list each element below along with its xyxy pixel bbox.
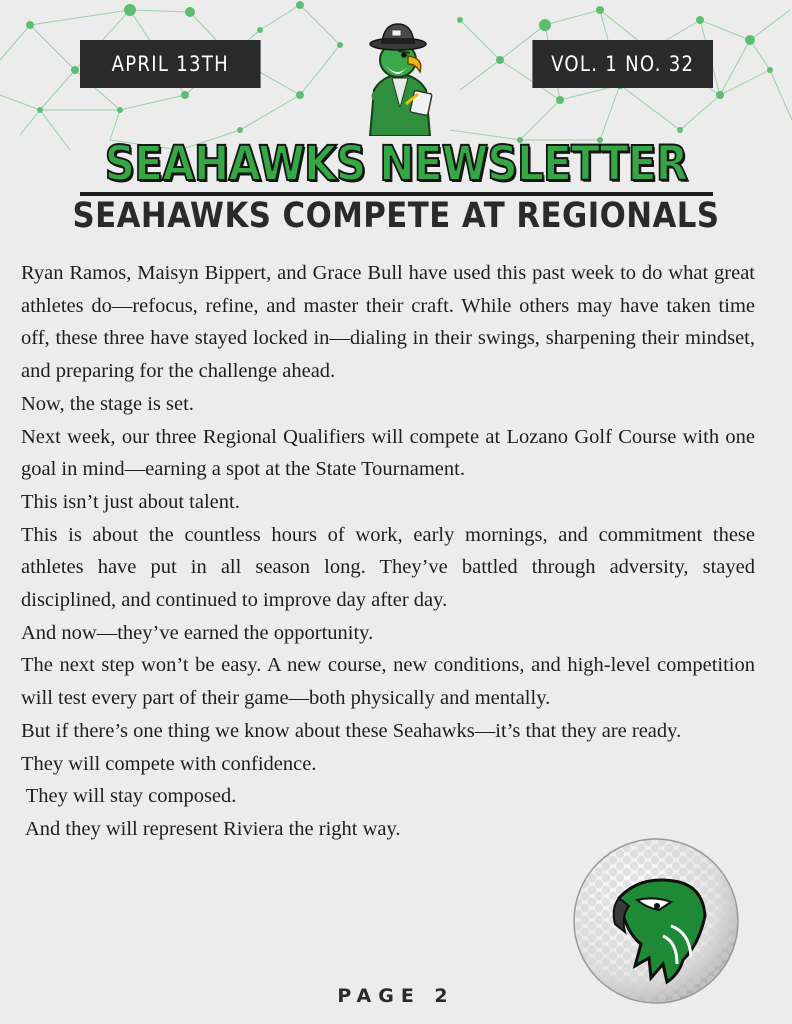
article-paragraph: This isn’t just about talent. xyxy=(21,490,240,513)
article-paragraph: Ryan Ramos, Maisyn Bippert, and Grace Bull have used this past week to do what great athletes do—refocus, refine, and master their craft. While others may have taken time off, these three have stayed locked in—dialing in their swings, sharpening their mindset, and preparing for the challenge ahead. xyxy=(21,262,755,383)
newsletter-title: SEAHAWKS NEWSLETTER xyxy=(104,136,688,192)
golf-ball-seahawk-logo-icon xyxy=(571,836,741,1006)
hawk-reporter-mascot-icon xyxy=(352,18,448,136)
issue-date-badge: APRIL 13TH xyxy=(80,40,261,88)
article-headline: SEAHAWKS COMPETE AT REGIONALS xyxy=(72,196,720,236)
article-paragraph: This is about the countless hours of work, early mornings, and commitment these athletes have put in all season long. They’ve battled through adversity, stayed disciplined, and continued to improve day after day. xyxy=(21,523,755,612)
page-number: PAGE 2 xyxy=(337,985,455,1007)
article-paragraph: The next step won’t be easy. A new course, new conditions, and high-level competition will test every part of their game—both physically and mentally. xyxy=(21,654,755,710)
article-body xyxy=(21,257,755,846)
article-paragraph: Now, the stage is set. xyxy=(21,392,194,415)
issue-volume-badge: VOL. 1 NO. 32 xyxy=(532,40,713,88)
article-paragraph: And now—they’ve earned the opportunity. xyxy=(21,621,374,644)
article-paragraph: But if there’s one thing we know about these Seahawks—it’s that they are ready. xyxy=(21,719,682,742)
article-paragraph: They will compete with confidence. xyxy=(21,752,317,775)
article-paragraph: They will stay composed. xyxy=(21,785,237,808)
article-paragraph: Next week, our three Regional Qualifiers will compete at Lozano Golf Course with one goal in mind—earning a spot at the State Tournament. xyxy=(21,425,755,481)
article-paragraph: And they will represent Riviera the right way. xyxy=(21,817,401,840)
